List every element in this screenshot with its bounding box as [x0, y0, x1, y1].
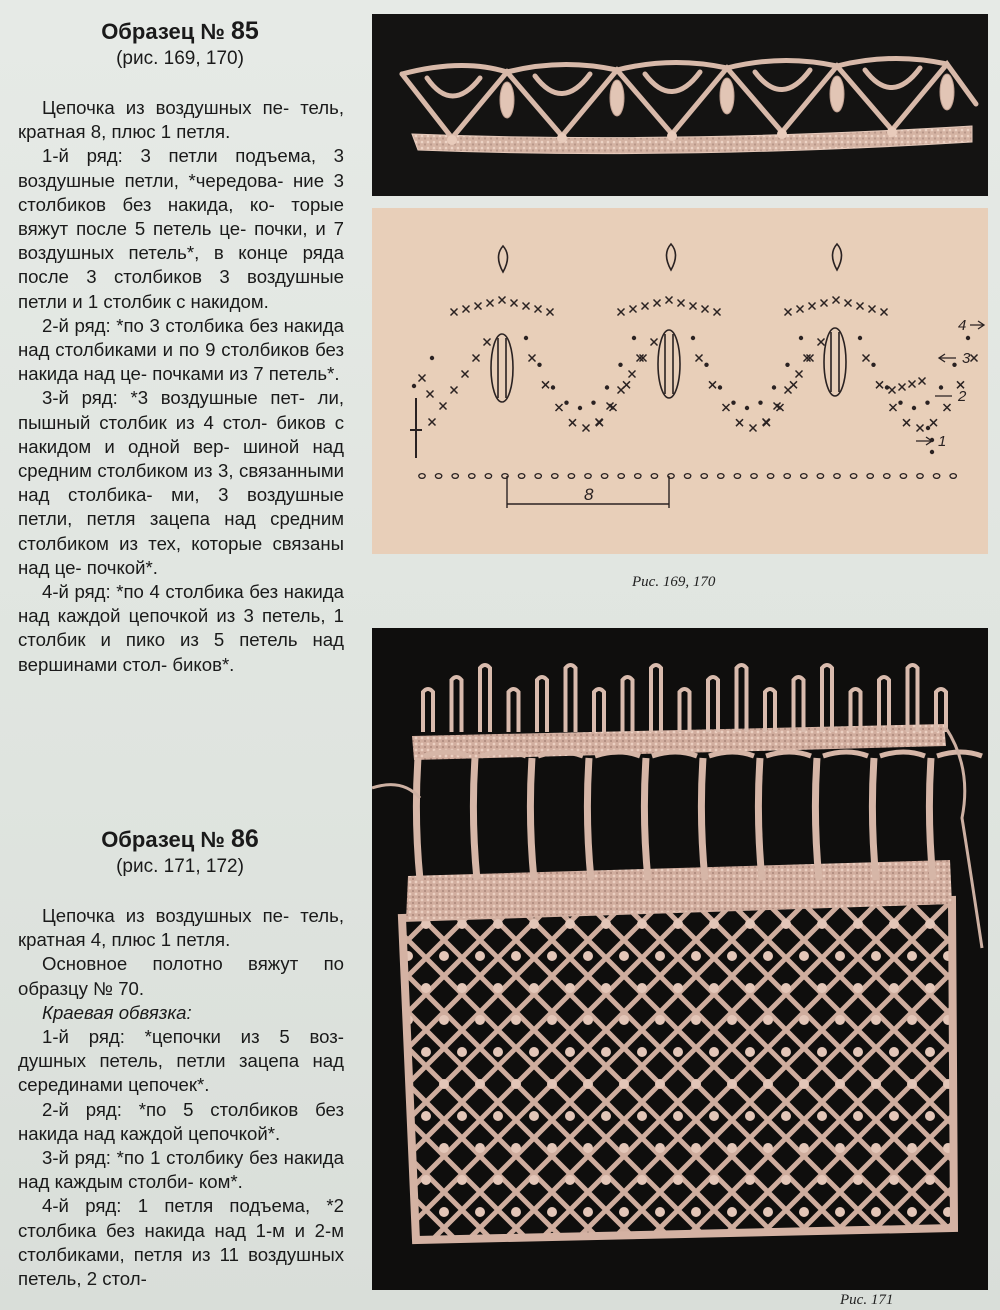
figure-caption-171: Рис. 171 [840, 1292, 894, 1308]
chain-stitch-symbol [535, 474, 541, 479]
sample-86-instructions [18, 904, 344, 1291]
single-crochet-symbol [971, 355, 978, 362]
single-crochet-symbol [596, 419, 603, 426]
single-crochet-symbol [845, 300, 852, 307]
single-crochet-symbol [723, 404, 730, 411]
chain-stitch-symbol [801, 474, 807, 479]
chain-stitch-symbol [485, 474, 491, 479]
sample-86-paragraph: Цепочка из воздушных пе- тель, кратная 4, плюс 1 петля. [18, 905, 344, 951]
sample-85-title [0, 18, 360, 45]
chain-stitch-symbol [867, 474, 873, 479]
chain-dot-symbol [912, 406, 916, 410]
chain-stitch-symbol [751, 474, 757, 479]
single-crochet-symbol [809, 303, 816, 310]
chain-stitch-symbol [850, 474, 856, 479]
row-label-1: 1 [938, 433, 947, 450]
chain-dot-symbol [618, 363, 622, 367]
single-crochet-symbol [547, 309, 554, 316]
chain-dot-symbol [799, 336, 803, 340]
chain-dot-symbol [430, 356, 434, 360]
row-label-4: 4 [958, 317, 967, 334]
single-crochet-symbol [651, 339, 658, 346]
chain-stitch-symbol [900, 474, 906, 479]
chain-stitch-symbol [684, 474, 690, 479]
single-crochet-symbol [833, 297, 840, 304]
single-crochet-symbol [863, 355, 870, 362]
single-crochet-symbol [429, 419, 436, 426]
chain-dot-symbol [858, 336, 862, 340]
row-labels [938, 317, 971, 450]
chain-dot-symbol [578, 406, 582, 410]
row-label-2: 2 [958, 388, 967, 405]
single-crochet-symbol [642, 303, 649, 310]
sample-85-paragraph: 4-й ряд: *по 4 столбика без накида над каждой цепочкой из 3 петель, 1 столбик и пико из 5 петель над вершинами стол- биков*. [18, 581, 344, 675]
chain-stitch-symbol [635, 474, 641, 479]
sample-85-paragraph: 1-й ряд: 3 петли подъема, 3 воздушные петли, *чередова- ние 3 столбиков без накида, ко- торые вяжут после 5 петель це- почки, и 7 воздушных петель*, в конце ряда после 3 столбиков 3 воздушные петли и 1 столбик с накидом. [18, 145, 344, 312]
chain-stitch-symbol [435, 474, 441, 479]
sample-85-number: 85 [231, 17, 259, 45]
single-crochet-symbol [618, 387, 625, 394]
single-crochet-symbol [463, 306, 470, 313]
chain-stitch-symbol [651, 474, 657, 479]
single-crochet-symbol [654, 300, 661, 307]
chain-dot-symbol [758, 400, 762, 404]
single-crochet-symbol [666, 297, 673, 304]
chain-dot-symbol [537, 363, 541, 367]
mesh-sample-photo [372, 628, 988, 1290]
single-crochet-symbol [583, 425, 590, 432]
chain-dot-symbol [966, 336, 970, 340]
single-crochet-symbol [797, 306, 804, 313]
chain-stitch-symbol [585, 474, 591, 479]
chain-dot-symbol [952, 363, 956, 367]
mesh-sample-illustration [372, 628, 988, 1290]
single-crochet-symbol [523, 303, 530, 310]
chain-stitch-symbol [568, 474, 574, 479]
sample-85-title-word: Образец № [101, 19, 225, 44]
lace-edging-illustration [372, 14, 988, 196]
single-crochet-symbol [542, 381, 549, 388]
sample-85-paragraph: 2-й ряд: *по 3 столбика без накида над столбиками и по 9 столбиков без накида над це- почками из 7 петель*. [18, 314, 344, 385]
single-crochet-symbol [696, 355, 703, 362]
chain-dot-symbol [564, 400, 568, 404]
chain-dot-symbol [871, 363, 875, 367]
single-crochet-symbol [944, 404, 951, 411]
single-crochet-symbol [903, 419, 910, 426]
chain-stitch-symbol [419, 474, 425, 479]
chain-dot-symbol [939, 385, 943, 389]
chain-dot-symbol [898, 400, 902, 404]
chain-dot-symbol [524, 336, 528, 340]
chain-dot-symbol [551, 385, 555, 389]
sample-86-paragraph: 3-й ряд: *по 1 столбику без накида над каждым столби- ком*. [18, 1147, 344, 1193]
chain-dot-symbol [591, 400, 595, 404]
chain-stitch-symbol [884, 474, 890, 479]
single-crochet-symbol [714, 309, 721, 316]
chain-stitch-symbol [834, 474, 840, 479]
sample-86-paragraph: 4-й ряд: 1 петля подъема, *2 столбика без накида над 1-м и 2-м столбиками, петля из 11 воздушных петель, 2 стол- [18, 1195, 344, 1290]
single-crochet-symbol [919, 378, 926, 385]
chain-stitch-symbol [518, 474, 524, 479]
chain-stitch-symbol [618, 474, 624, 479]
stitch-symbols [412, 297, 978, 455]
sample-85-paragraph: Цепочка из воздушных пе- тель, кратная 8, плюс 1 петля. [18, 97, 344, 143]
row-arrows [916, 321, 984, 445]
sample-86-paragraph: 1-й ряд: *цепочки из 5 воз- душных петель, петли зацепа над серединами цепочек*. [18, 1026, 344, 1096]
chain-dot-symbol [704, 363, 708, 367]
chain-dot-symbol [691, 336, 695, 340]
single-crochet-symbol [419, 375, 426, 382]
single-crochet-symbol [451, 387, 458, 394]
single-crochet-symbol [750, 425, 757, 432]
single-crochet-symbol [440, 403, 447, 410]
single-crochet-symbol [475, 303, 482, 310]
chain-dot-symbol [632, 336, 636, 340]
single-crochet-symbol [785, 387, 792, 394]
single-crochet-symbol [556, 404, 563, 411]
edging-posts [416, 752, 982, 880]
sample-86-paragraph: 2-й ряд: *по 5 столбиков без накида над каждой цепочкой*. [18, 1098, 344, 1144]
single-crochet-symbol [618, 309, 625, 316]
chain-dot-symbol [745, 406, 749, 410]
sample-85-instructions [18, 96, 344, 677]
single-crochet-symbol [535, 306, 542, 313]
single-crochet-symbol [909, 381, 916, 388]
single-crochet-symbol [678, 300, 685, 307]
single-crochet-symbol [451, 309, 458, 316]
figure-caption-169-170: Рис. 169, 170 [632, 574, 716, 590]
mesh-grid [372, 868, 988, 1268]
chain-stitch-symbol [469, 474, 475, 479]
chain-stitch-symbol [917, 474, 923, 479]
sample-85-paragraph: 3-й ряд: *3 воздушные пет- ли, пышный столбик из 4 стол- биков с накидом и одной вер- шиной над средним столбиком из 3, связанными над столбика- ми, 3 воздушные петли, петля зацепа над средним столбиком из тех, которые связаны над це- почкой*. [18, 387, 344, 578]
chain-stitch-symbol [718, 474, 724, 479]
single-crochet-symbol [630, 306, 637, 313]
chain-dot-symbol [412, 384, 416, 388]
start-marker [410, 398, 422, 458]
single-crochet-symbol [702, 306, 709, 313]
sample-86-title [0, 826, 360, 853]
chain-dot-symbol [925, 400, 929, 404]
chain-stitch-symbol [734, 474, 740, 479]
chain-dot-symbol [772, 385, 776, 389]
single-crochet-symbol [427, 391, 434, 398]
sample-86-figure-ref: (рис. 171, 172) [116, 856, 244, 877]
single-crochet-symbol [511, 300, 518, 307]
sample-85-figure-ref: (рис. 169, 170) [116, 48, 244, 69]
single-crochet-symbol [876, 381, 883, 388]
single-crochet-symbol [857, 303, 864, 310]
single-crochet-symbol [736, 419, 743, 426]
puff-stitch-symbols [491, 328, 846, 402]
single-crochet-symbol [818, 339, 825, 346]
chain-stitch-symbol [552, 474, 558, 479]
sample-86-paragraph: Основное полотно вяжут по образцу № 70. [18, 953, 344, 999]
single-crochet-symbol [569, 419, 576, 426]
single-crochet-symbol [785, 309, 792, 316]
chain-dot-symbol [785, 363, 789, 367]
single-crochet-symbol [690, 303, 697, 310]
single-crochet-symbol [917, 425, 924, 432]
single-crochet-symbol [881, 309, 888, 316]
sample-86-title-word: Образец № [101, 827, 225, 852]
single-crochet-symbol [930, 419, 937, 426]
single-crochet-symbol [796, 371, 803, 378]
single-crochet-symbol [890, 404, 897, 411]
foundation-chain [419, 474, 957, 479]
chain-stitch-symbol [933, 474, 939, 479]
text-column [0, 0, 360, 1310]
edging-loops [423, 665, 946, 732]
sample-86-number: 86 [231, 825, 259, 853]
chain-stitch-symbol [601, 474, 607, 479]
chain-stitch-symbol [767, 474, 773, 479]
chain-dot-symbol [605, 385, 609, 389]
chain-dot-symbol [926, 426, 930, 430]
picot-symbols [499, 244, 842, 272]
crochet-chart-diagram [372, 208, 988, 554]
chain-stitch-symbol [784, 474, 790, 479]
crochet-chart-svg [372, 208, 988, 554]
single-crochet-symbol [484, 339, 491, 346]
repeat-count-label: 8 [584, 485, 594, 504]
single-crochet-symbol [629, 371, 636, 378]
chain-stitch-symbol [701, 474, 707, 479]
single-crochet-symbol [821, 300, 828, 307]
chain-dot-symbol [930, 450, 934, 454]
single-crochet-symbol [499, 297, 506, 304]
lace-edging-photo [372, 14, 988, 196]
single-crochet-symbol [709, 381, 716, 388]
single-crochet-symbol [462, 371, 469, 378]
chain-dot-symbol [718, 385, 722, 389]
chain-stitch-symbol [817, 474, 823, 479]
chain-stitch-symbol [452, 474, 458, 479]
chain-stitch-symbol [950, 474, 956, 479]
single-crochet-symbol [889, 387, 896, 394]
single-crochet-symbol [899, 384, 906, 391]
single-crochet-symbol [869, 306, 876, 313]
chain-dot-symbol [731, 400, 735, 404]
single-crochet-symbol [763, 419, 770, 426]
single-crochet-symbol [529, 355, 536, 362]
single-crochet-symbol [487, 300, 494, 307]
sample-86-subheading: Краевая обвязка: [42, 1001, 192, 1023]
single-crochet-symbol [473, 355, 480, 362]
row-label-3: 3 [962, 350, 971, 367]
